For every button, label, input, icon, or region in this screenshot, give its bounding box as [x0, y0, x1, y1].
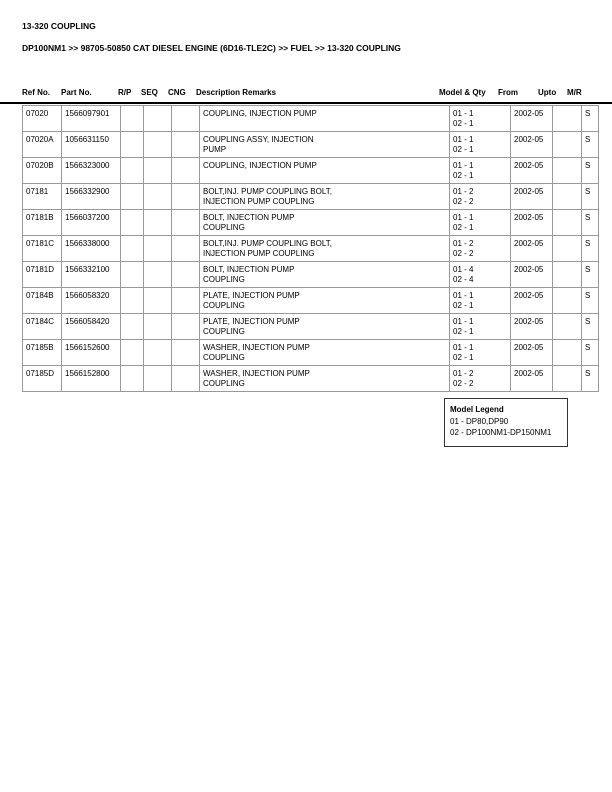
- model-qty-cell-text: 02 - 2: [453, 197, 474, 206]
- from-cell: [511, 158, 553, 184]
- mr-cell-text: S: [585, 265, 591, 274]
- mr-cell-text: S: [585, 291, 591, 300]
- seq-cell: [144, 132, 172, 158]
- column-header: M/R: [567, 88, 582, 97]
- model-qty-cell: [450, 262, 511, 288]
- rp-cell: [121, 210, 144, 236]
- model-qty-cell-text: 01 - 1: [453, 343, 474, 352]
- from-cell: [511, 288, 553, 314]
- upto-cell: [553, 106, 582, 132]
- model-qty-cell-text: 01 - 2: [453, 187, 474, 196]
- part-cell: [62, 262, 121, 288]
- model-qty-cell-text: 02 - 1: [453, 327, 474, 336]
- description-cell-text: BOLT,INJ. PUMP COUPLING BOLT,: [203, 187, 332, 196]
- table-row: [23, 366, 599, 392]
- from-cell-text: 2002-05: [514, 239, 544, 248]
- description-cell-text: INJECTION PUMP COUPLING: [203, 249, 315, 258]
- ref-cell: [23, 158, 62, 184]
- model-qty-cell-text: 01 - 2: [453, 369, 474, 378]
- model-qty-cell-text: 02 - 1: [453, 301, 474, 310]
- from-cell: [511, 314, 553, 340]
- mr-cell-text: S: [585, 317, 591, 326]
- column-header: CNG: [168, 88, 186, 97]
- upto-cell: [553, 236, 582, 262]
- model-qty-cell-text: 02 - 1: [453, 223, 474, 232]
- part-cell-text: 1566332100: [65, 265, 110, 274]
- model-qty-cell-text: 01 - 1: [453, 317, 474, 326]
- part-cell-text: 1566332900: [65, 187, 110, 196]
- cng-cell: [172, 106, 200, 132]
- table-row: [23, 210, 599, 236]
- description-cell: [200, 340, 450, 366]
- model-qty-cell: [450, 158, 511, 184]
- table-row: [23, 288, 599, 314]
- from-cell-text: 2002-05: [514, 109, 544, 118]
- description-cell: [200, 184, 450, 210]
- column-header: Ref No.: [22, 88, 50, 97]
- table-row: [23, 132, 599, 158]
- model-qty-cell-text: 02 - 1: [453, 145, 474, 154]
- rp-cell: [121, 314, 144, 340]
- mr-cell-text: S: [585, 135, 591, 144]
- ref-cell: [23, 184, 62, 210]
- mr-cell-text: S: [585, 213, 591, 222]
- from-cell-text: 2002-05: [514, 369, 544, 378]
- from-cell-text: 2002-05: [514, 343, 544, 352]
- column-header: Description Remarks: [196, 88, 277, 97]
- model-qty-cell: [450, 314, 511, 340]
- rp-cell: [121, 132, 144, 158]
- ref-cell: [23, 340, 62, 366]
- mr-cell: [582, 184, 599, 210]
- description-cell: [200, 132, 450, 158]
- from-cell-text: 2002-05: [514, 265, 544, 274]
- from-cell: [511, 236, 553, 262]
- ref-cell-text: 07184C: [26, 317, 55, 326]
- table-row: [23, 106, 599, 132]
- model-qty-cell-text: 02 - 1: [453, 171, 474, 180]
- seq-cell: [144, 210, 172, 236]
- from-cell-text: 2002-05: [514, 317, 544, 326]
- legend-item: 01 - DP80,DP90: [450, 417, 509, 426]
- description-cell-text: COUPLING: [203, 327, 245, 336]
- description-cell: [200, 262, 450, 288]
- mr-cell-text: S: [585, 187, 591, 196]
- ref-cell-text: 07020A: [26, 135, 54, 144]
- description-cell-text: BOLT, INJECTION PUMP: [203, 213, 295, 222]
- upto-cell: [553, 366, 582, 392]
- ref-cell-text: 07181C: [26, 239, 55, 248]
- model-qty-cell-text: 02 - 1: [453, 119, 474, 128]
- description-cell-text: COUPLING, INJECTION PUMP: [203, 161, 317, 170]
- ref-cell-text: 07181: [26, 187, 49, 196]
- upto-cell: [553, 262, 582, 288]
- part-cell: [62, 288, 121, 314]
- model-qty-cell-text: 01 - 2: [453, 239, 474, 248]
- description-cell-text: WASHER, INJECTION PUMP: [203, 369, 310, 378]
- upto-cell: [553, 210, 582, 236]
- upto-cell: [553, 158, 582, 184]
- model-qty-cell-text: 01 - 1: [453, 109, 474, 118]
- from-cell-text: 2002-05: [514, 213, 544, 222]
- page-title: 13-320 COUPLING: [22, 21, 96, 31]
- upto-cell: [553, 184, 582, 210]
- part-cell: [62, 184, 121, 210]
- model-qty-cell: [450, 288, 511, 314]
- part-cell: [62, 236, 121, 262]
- part-cell: [62, 158, 121, 184]
- description-cell: [200, 288, 450, 314]
- part-cell: [62, 340, 121, 366]
- description-cell-text: COUPLING, INJECTION PUMP: [203, 109, 317, 118]
- ref-cell: [23, 132, 62, 158]
- model-qty-cell-text: 01 - 4: [453, 265, 474, 274]
- ref-cell-text: 07184B: [26, 291, 54, 300]
- description-cell-text: COUPLING: [203, 379, 245, 388]
- model-qty-cell: [450, 106, 511, 132]
- ref-cell: [23, 366, 62, 392]
- cng-cell: [172, 314, 200, 340]
- part-cell: [62, 210, 121, 236]
- ref-cell-text: 07020B: [26, 161, 54, 170]
- ref-cell-text: 07185B: [26, 343, 54, 352]
- part-cell-text: 1566152800: [65, 369, 110, 378]
- description-cell-text: COUPLING: [203, 223, 245, 232]
- description-cell-text: COUPLING ASSY, INJECTION: [203, 135, 314, 144]
- part-cell-text: 1566152600: [65, 343, 110, 352]
- description-cell: [200, 366, 450, 392]
- seq-cell: [144, 366, 172, 392]
- ref-cell: [23, 106, 62, 132]
- part-cell: [62, 366, 121, 392]
- mr-cell: [582, 262, 599, 288]
- mr-cell-text: S: [585, 161, 591, 170]
- description-cell: [200, 106, 450, 132]
- part-cell-text: 1566037200: [65, 213, 110, 222]
- mr-cell: [582, 366, 599, 392]
- model-qty-cell-text: 01 - 1: [453, 291, 474, 300]
- model-qty-cell: [450, 236, 511, 262]
- upto-cell: [553, 314, 582, 340]
- model-qty-cell-text: 01 - 1: [453, 213, 474, 222]
- seq-cell: [144, 314, 172, 340]
- description-cell-text: INJECTION PUMP COUPLING: [203, 197, 315, 206]
- cng-cell: [172, 210, 200, 236]
- ref-cell: [23, 288, 62, 314]
- model-qty-cell-text: 01 - 1: [453, 161, 474, 170]
- model-qty-cell: [450, 340, 511, 366]
- column-header: Model & Qty: [439, 88, 486, 97]
- cng-cell: [172, 184, 200, 210]
- ref-cell-text: 07020: [26, 109, 49, 118]
- model-qty-cell-text: 02 - 2: [453, 379, 474, 388]
- rp-cell: [121, 288, 144, 314]
- cng-cell: [172, 288, 200, 314]
- cng-cell: [172, 236, 200, 262]
- part-cell: [62, 314, 121, 340]
- upto-cell: [553, 132, 582, 158]
- model-qty-cell-text: 02 - 2: [453, 249, 474, 258]
- mr-cell: [582, 210, 599, 236]
- from-cell: [511, 132, 553, 158]
- mr-cell: [582, 106, 599, 132]
- table-row: [23, 262, 599, 288]
- table-row: [23, 236, 599, 262]
- from-cell: [511, 184, 553, 210]
- description-cell: [200, 314, 450, 340]
- part-cell-text: 1566097901: [65, 109, 110, 118]
- seq-cell: [144, 158, 172, 184]
- from-cell: [511, 340, 553, 366]
- part-cell-text: 1566323000: [65, 161, 110, 170]
- table-row: [23, 184, 599, 210]
- column-header: Upto: [538, 88, 557, 97]
- model-qty-cell-text: 02 - 4: [453, 275, 474, 284]
- seq-cell: [144, 236, 172, 262]
- description-cell-text: PLATE, INJECTION PUMP: [203, 291, 300, 300]
- mr-cell-text: S: [585, 239, 591, 248]
- mr-cell: [582, 158, 599, 184]
- cng-cell: [172, 340, 200, 366]
- rp-cell: [121, 236, 144, 262]
- seq-cell: [144, 288, 172, 314]
- header-divider: [0, 102, 612, 104]
- from-cell-text: 2002-05: [514, 161, 544, 170]
- model-legend: [444, 398, 568, 447]
- ref-cell-text: 07181B: [26, 213, 54, 222]
- mr-cell: [582, 288, 599, 314]
- cng-cell: [172, 132, 200, 158]
- model-qty-cell: [450, 184, 511, 210]
- upto-cell: [553, 340, 582, 366]
- column-header: From: [498, 88, 518, 97]
- description-cell-text: WASHER, INJECTION PUMP: [203, 343, 310, 352]
- rp-cell: [121, 262, 144, 288]
- description-cell: [200, 158, 450, 184]
- model-qty-cell: [450, 210, 511, 236]
- description-cell-text: COUPLING: [203, 275, 245, 284]
- mr-cell: [582, 132, 599, 158]
- part-cell: [62, 132, 121, 158]
- legend-title: Model Legend: [450, 405, 504, 414]
- mr-cell: [582, 236, 599, 262]
- upto-cell: [553, 288, 582, 314]
- from-cell-text: 2002-05: [514, 291, 544, 300]
- ref-cell: [23, 210, 62, 236]
- model-qty-cell-text: 02 - 1: [453, 353, 474, 362]
- ref-cell: [23, 262, 62, 288]
- column-header: Part No.: [61, 88, 92, 97]
- model-qty-cell: [450, 366, 511, 392]
- model-qty-cell-text: 01 - 1: [453, 135, 474, 144]
- part-cell: [62, 106, 121, 132]
- description-cell-text: COUPLING: [203, 301, 245, 310]
- from-cell: [511, 106, 553, 132]
- rp-cell: [121, 106, 144, 132]
- column-header: R/P: [118, 88, 132, 97]
- rp-cell: [121, 340, 144, 366]
- cng-cell: [172, 262, 200, 288]
- cng-cell: [172, 366, 200, 392]
- model-qty-cell: [450, 132, 511, 158]
- from-cell: [511, 262, 553, 288]
- description-cell-text: PUMP: [203, 145, 227, 154]
- table-row: [23, 340, 599, 366]
- from-cell: [511, 210, 553, 236]
- seq-cell: [144, 262, 172, 288]
- ref-cell: [23, 314, 62, 340]
- part-cell-text: 1566058420: [65, 317, 110, 326]
- part-cell-text: 1566058320: [65, 291, 110, 300]
- part-cell-text: 1056631150: [65, 135, 109, 144]
- from-cell-text: 2002-05: [514, 187, 544, 196]
- seq-cell: [144, 184, 172, 210]
- ref-cell: [23, 236, 62, 262]
- breadcrumb: DP100NM1 >> 98705-50850 CAT DIESEL ENGINE (6D16-TLE2C) >> FUEL >> 13-320 COUPLING: [22, 43, 401, 53]
- parts-table: [22, 105, 599, 392]
- seq-cell: [144, 106, 172, 132]
- column-header: SEQ: [141, 88, 158, 97]
- mr-cell-text: S: [585, 343, 591, 352]
- from-cell: [511, 366, 553, 392]
- mr-cell: [582, 340, 599, 366]
- description-cell: [200, 236, 450, 262]
- part-cell-text: 1566338000: [65, 239, 110, 248]
- description-cell: [200, 210, 450, 236]
- mr-cell-text: S: [585, 369, 591, 378]
- description-cell-text: BOLT, INJECTION PUMP: [203, 265, 295, 274]
- table-row: [23, 314, 599, 340]
- rp-cell: [121, 366, 144, 392]
- table-row: [23, 158, 599, 184]
- description-cell-text: BOLT,INJ. PUMP COUPLING BOLT,: [203, 239, 332, 248]
- ref-cell-text: 07181D: [26, 265, 55, 274]
- ref-cell-text: 07185D: [26, 369, 55, 378]
- description-cell-text: COUPLING: [203, 353, 245, 362]
- legend-item: 02 - DP100NM1-DP150NM1: [450, 428, 552, 437]
- cng-cell: [172, 158, 200, 184]
- description-cell-text: PLATE, INJECTION PUMP: [203, 317, 300, 326]
- mr-cell-text: S: [585, 109, 591, 118]
- from-cell-text: 2002-05: [514, 135, 544, 144]
- rp-cell: [121, 158, 144, 184]
- rp-cell: [121, 184, 144, 210]
- mr-cell: [582, 314, 599, 340]
- seq-cell: [144, 340, 172, 366]
